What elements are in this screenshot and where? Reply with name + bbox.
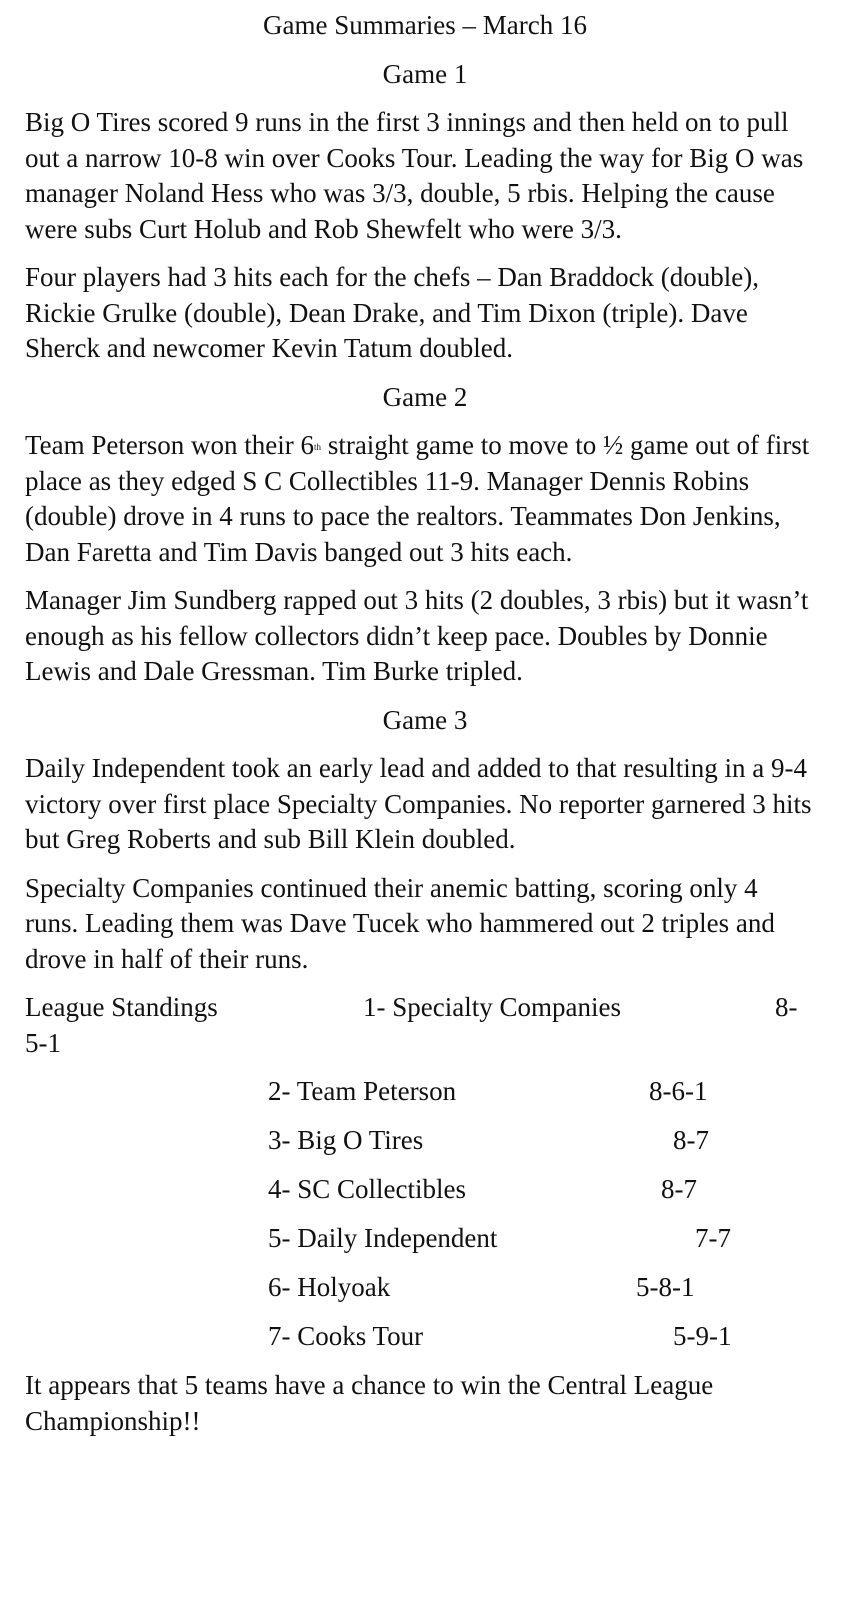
standings-team: 4- SC Collectibles [268, 1174, 466, 1204]
game-1-paragraph-1: Big O Tires scored 9 runs in the first 3 innings and then held on to pull out a narrow 10-8 win over Cooks Tour. Leading the way for Big O was manager Noland Hess who was 3/3, double, 5 rbis. Helping the cause were subs Curt Holub and Rob Shewfelt who were 3/3. [25, 107, 804, 244]
standings-record: 8-6-1 [649, 1076, 708, 1106]
game-1-heading: Game 1 [382, 58, 468, 89]
game-2-paragraph-2: Manager Jim Sundberg rapped out 3 hits (2 doubles, 3 rbis) but it wasn’t enough as his fellow collectors didn’t keep pace. Doubles by Donnie Lewis and Dale Gressman. Tim Burke tripled. [25, 585, 809, 686]
standings-team-1: 1- Specialty Companies [363, 992, 621, 1022]
game-3-paragraph-1: Daily Independent took an early lead and added to that resulting in a 9-4 victory over first place Specialty Companies. No reporter garnered 3 hits but Greg Roberts and sub Bill Klein doubled. [25, 753, 812, 854]
standings-team: 7- Cooks Tour [268, 1321, 424, 1351]
standings-row [25, 1074, 815, 1110]
game-2-paragraph-1 [25, 428, 815, 570]
document-title: Game Summaries – March 16 [263, 10, 587, 40]
standings-label: League Standings [25, 992, 218, 1022]
game-2-p1-after: straight game to move to ½ game out of first place as they edged S C Collectibles 11-9. Manager Dennis Robins (double) drove in 4 runs to pace the realtors. Teammates Don Jenkins, Dan Faretta and Tim Davis banged out 3 hits each. [25, 430, 810, 567]
standings-record: 8-7 [673, 1125, 709, 1155]
standings-record: 8-7 [661, 1174, 697, 1204]
standings-team: 6- Holyoak [268, 1272, 391, 1302]
document-page [25, 8, 815, 1439]
standings-team: 2- Team Peterson [268, 1076, 457, 1106]
standings-record-1-part-2: 5-1 [25, 1027, 61, 1058]
standings-row [25, 1319, 815, 1355]
standings-row [25, 1270, 815, 1306]
standings-record-1-part-1: 8- [775, 992, 798, 1022]
ordinal-suffix: th [314, 442, 322, 452]
standings-team: 5- Daily Independent [268, 1223, 498, 1253]
standings-row [25, 1123, 815, 1159]
game-2-heading: Game 2 [382, 381, 468, 412]
game-2-p1-before: Team Peterson won their 6 [25, 430, 315, 460]
game-3-paragraph-2: Specialty Companies continued their anemic batting, scoring only 4 runs. Leading them was Dave Tucek who hammered out 2 triples and drove in half of their runs. [25, 872, 775, 974]
standings-record: 5-9-1 [673, 1321, 732, 1351]
game-1-paragraph-2: Four players had 3 hits each for the chefs – Dan Braddock (double), Rickie Grulke (double), Dean Drake, and Tim Dixon (triple). Dave Sherck and newcomer Kevin Tatum doubled. [25, 262, 760, 363]
standings-row [25, 1221, 815, 1257]
standings-record: 5-8-1 [636, 1272, 695, 1302]
standings-record: 7-7 [695, 1223, 731, 1253]
closing-paragraph: It appears that 5 teams have a chance to win the Central League Championship!! [25, 1370, 714, 1436]
standings-row [25, 1172, 815, 1208]
standings-team: 3- Big O Tires [268, 1125, 424, 1155]
standings-header-row [25, 990, 815, 1061]
game-3-heading: Game 3 [382, 704, 468, 735]
